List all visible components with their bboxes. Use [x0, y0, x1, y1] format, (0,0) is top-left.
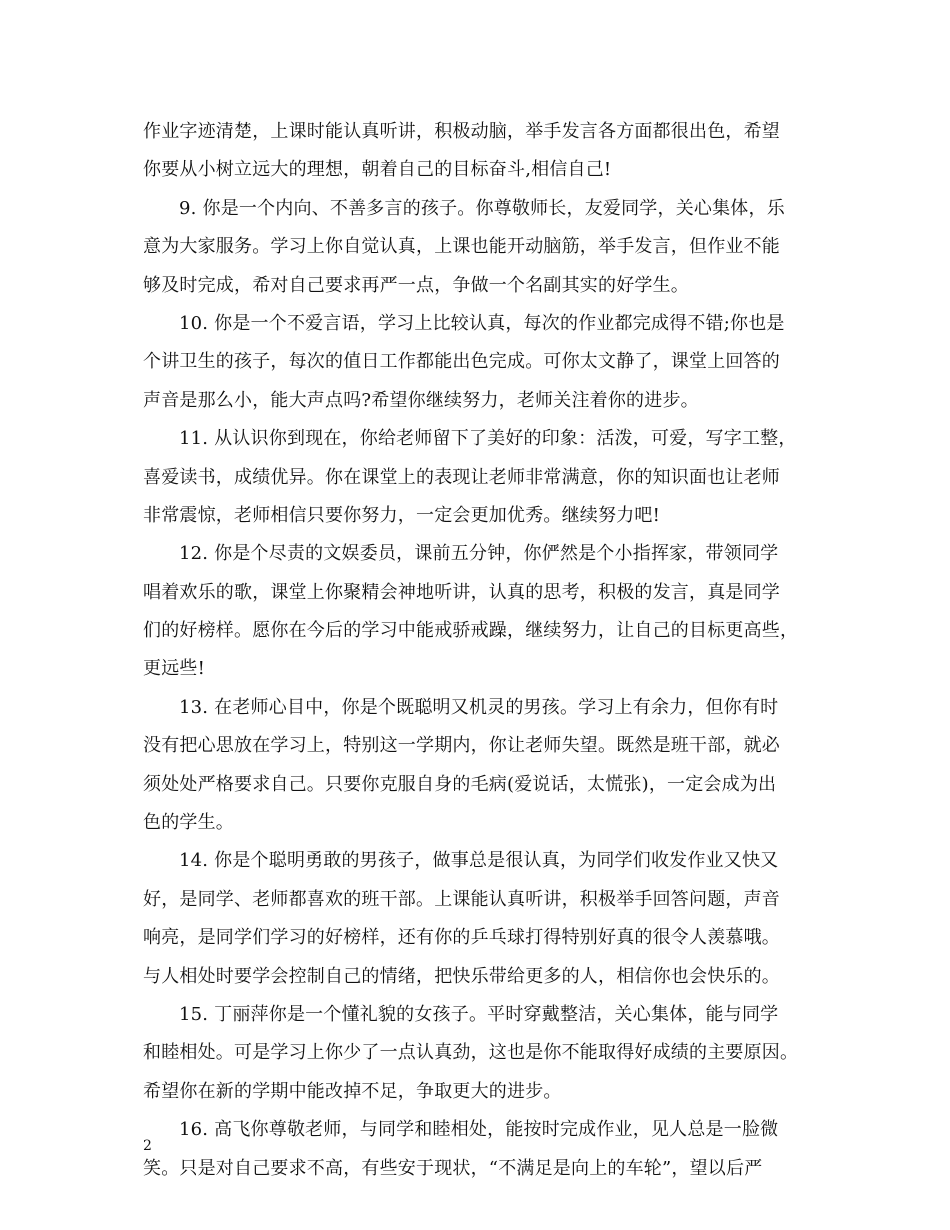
text-line: 好，是同学、老师都喜欢的班干部。上课能认真听讲，积极举手回答问题，声音: [143, 888, 780, 910]
text-line: 你要从小树立远大的理想，朝着自己的目标奋斗,相信自己!: [143, 159, 612, 181]
text-line: 与人相处时要学会控制自己的情绪，把快乐带给更多的人，相信你也会快乐的。: [143, 965, 780, 987]
paragraph-first-line: 15. 丁丽萍你是一个懂礼貌的女孩子。平时穿戴整洁，关心集体，能与同学: [179, 1003, 779, 1025]
paragraph-first-line: 16. 高飞你尊敬老师，与同学和睦相处，能按时完成作业，见人总是一脸微: [179, 1119, 779, 1141]
text-line: 没有把心思放在学习上，特别这一学期内，你让老师失望。既然是班干部，就必: [143, 735, 780, 757]
text-line: 个讲卫生的孩子，每次的值日工作都能出色完成。可你太文静了，课堂上回答的: [143, 351, 780, 373]
page-number: 2: [143, 1138, 152, 1154]
text-line: 唱着欢乐的歌，课堂上你聚精会神地听讲，认真的思考，积极的发言，真是同学: [143, 581, 780, 603]
text-line: 更远些!: [143, 658, 206, 680]
text-line: 非常震惊，老师相信只要你努力，一定会更加优秀。继续努力吧!: [143, 504, 661, 526]
text-line: 和睦相处。可是学习上你少了一点认真劲，这也是你不能取得好成绩的主要原因。: [143, 1042, 799, 1064]
text-line: 希望你在新的学期中能改掉不足，争取更大的进步。: [143, 1080, 562, 1102]
text-line: 须处处严格要求自己。只要你克服自身的毛病(爱说话，太慌张)，一定会成为出: [143, 773, 777, 795]
text-line: 够及时完成，希对自己要求再严一点，争做一个名副其实的好学生。: [143, 274, 689, 296]
paragraph-first-line: 12. 你是个尽责的文娱委员，课前五分钟，你俨然是个小指挥家，带领同学: [179, 543, 779, 565]
paragraph-first-line: 14. 你是个聪明勇敢的男孩子，做事总是很认真，为同学们收发作业又快又: [179, 850, 779, 872]
text-line: 响亮，是同学们学习的好榜样，还有你的乒乓球打得特别好真的很令人羡慕哦。: [143, 927, 780, 949]
text-line: 们的好榜样。愿你在今后的学习中能戒骄戒躁，继续努力，让自己的目标更高些，: [143, 620, 799, 642]
document-body: [143, 113, 813, 1188]
text-line: 色的学生。: [143, 812, 234, 834]
paragraph-first-line: 10. 你是一个不爱言语，学习上比较认真，每次的作业都完成得不错;你也是: [179, 312, 785, 334]
text-line: 声音是那么小，能大声点吗?希望你继续努力，老师关注着你的进步。: [143, 389, 699, 411]
paragraph-first-line: 11. 从认识你到现在，你给老师留下了美好的印象：活泼，可爱，写字工整，: [179, 428, 797, 450]
text-line: 作业字迹清楚，上课时能认真听讲，积极动脑，举手发言各方面都很出色，希望: [143, 121, 780, 142]
text-line: 喜爱读书，成绩优异。你在课堂上的表现让老师非常满意，你的知识面也让老师: [143, 466, 780, 488]
text-line: 意为大家服务。学习上你自觉认真，上课也能开动脑筋，举手发言，但作业不能: [143, 236, 780, 258]
paragraph-first-line: 13. 在老师心目中，你是个既聪明又机灵的男孩。学习上有余力，但你有时: [179, 696, 779, 718]
text-line: 笑。只是对自己要求不高，有些安于现状，“不满足是向上的车轮”，望以后严: [143, 1157, 763, 1179]
paragraph-first-line: 9. 你是一个内向、不善多言的孩子。你尊敬师长，友爱同学，关心集体，乐: [179, 197, 785, 219]
